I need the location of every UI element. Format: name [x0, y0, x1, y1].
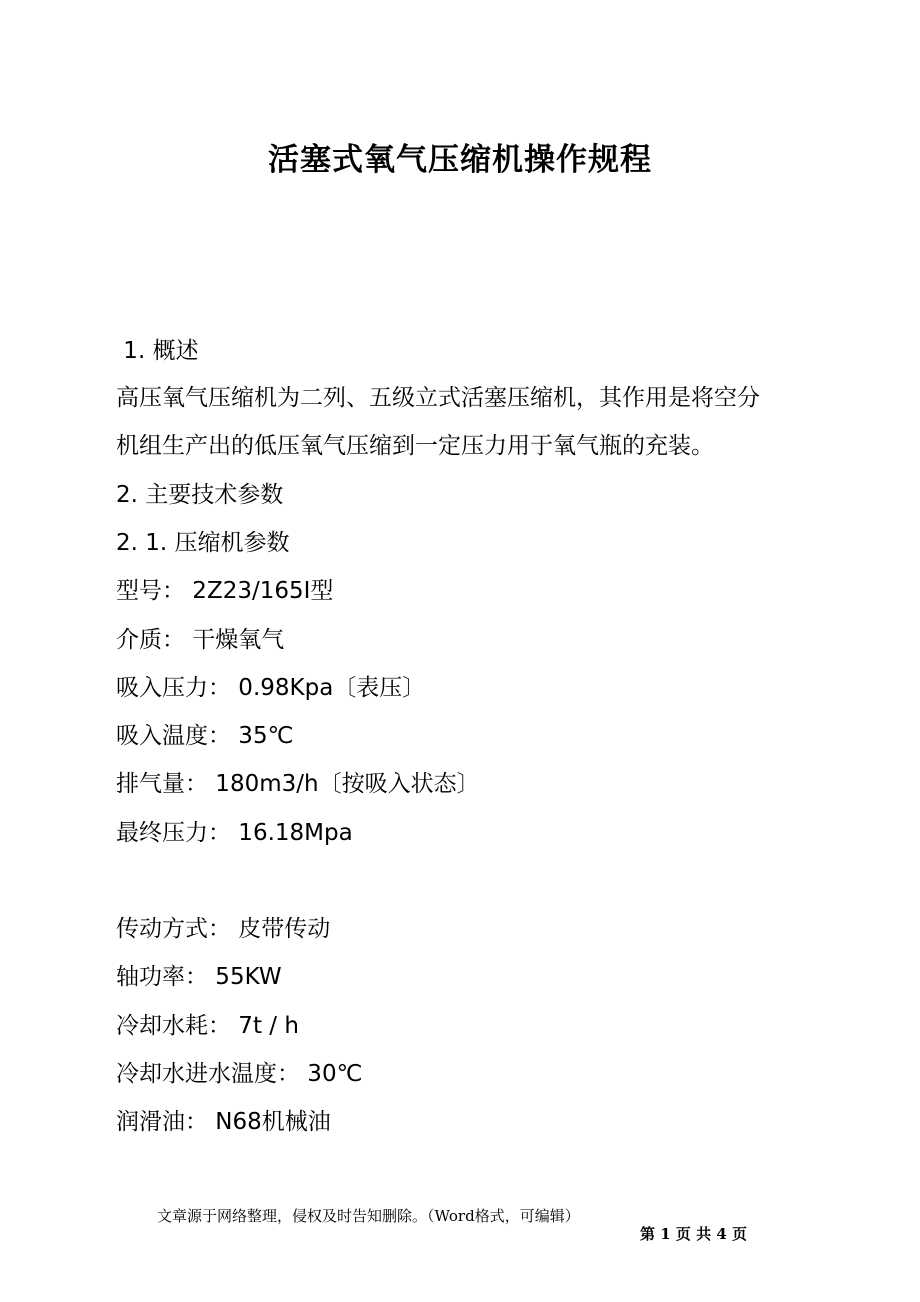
footer-page-number: 第 1 页 共 4 页 — [640, 1225, 747, 1243]
param-final-pressure: 最终压力： 16.18Mpa — [116, 820, 353, 846]
param-model: 型号： 2Z23/165I型 — [116, 578, 334, 604]
document-title: 活塞式氧气压缩机操作规程 — [268, 142, 652, 178]
param-displacement: 排气量： 180m3/h〔按吸入状态〕 — [116, 771, 480, 797]
page-footer — [0, 1187, 920, 1259]
paragraph-line: 机组生产出的低压氧气压缩到一定压力用于氧气瓶的充装。 — [116, 433, 714, 459]
subsection-heading-compressor: 2. 1. 压缩机参数 — [116, 530, 290, 556]
param-cooling-water-consumption: 冷却水耗： 7t / h — [116, 1013, 299, 1039]
param-lubricating-oil: 润滑油： N68机械油 — [116, 1109, 331, 1135]
param-suction-pressure: 吸入压力： 0.98Kpa〔表压〕 — [116, 675, 426, 701]
param-medium: 介质： 干燥氧气 — [116, 627, 285, 653]
footer-source-note: 文章源于网络整理，侵权及时告知删除。（Word格式，可编辑） — [157, 1207, 580, 1225]
param-cooling-water-inlet-temp: 冷却水进水温度： 30℃ — [116, 1061, 363, 1087]
section-heading-params: 2. 主要技术参数 — [116, 482, 284, 508]
param-shaft-power: 轴功率： 55KW — [116, 964, 282, 990]
paragraph-line: 高压氧气压缩机为二列、五级立式活塞压缩机，其作用是将空分 — [116, 385, 760, 411]
section-heading-overview: 1. 概述 — [116, 338, 199, 364]
param-drive-mode: 传动方式： 皮带传动 — [116, 916, 331, 942]
param-suction-temperature: 吸入温度： 35℃ — [116, 723, 294, 749]
